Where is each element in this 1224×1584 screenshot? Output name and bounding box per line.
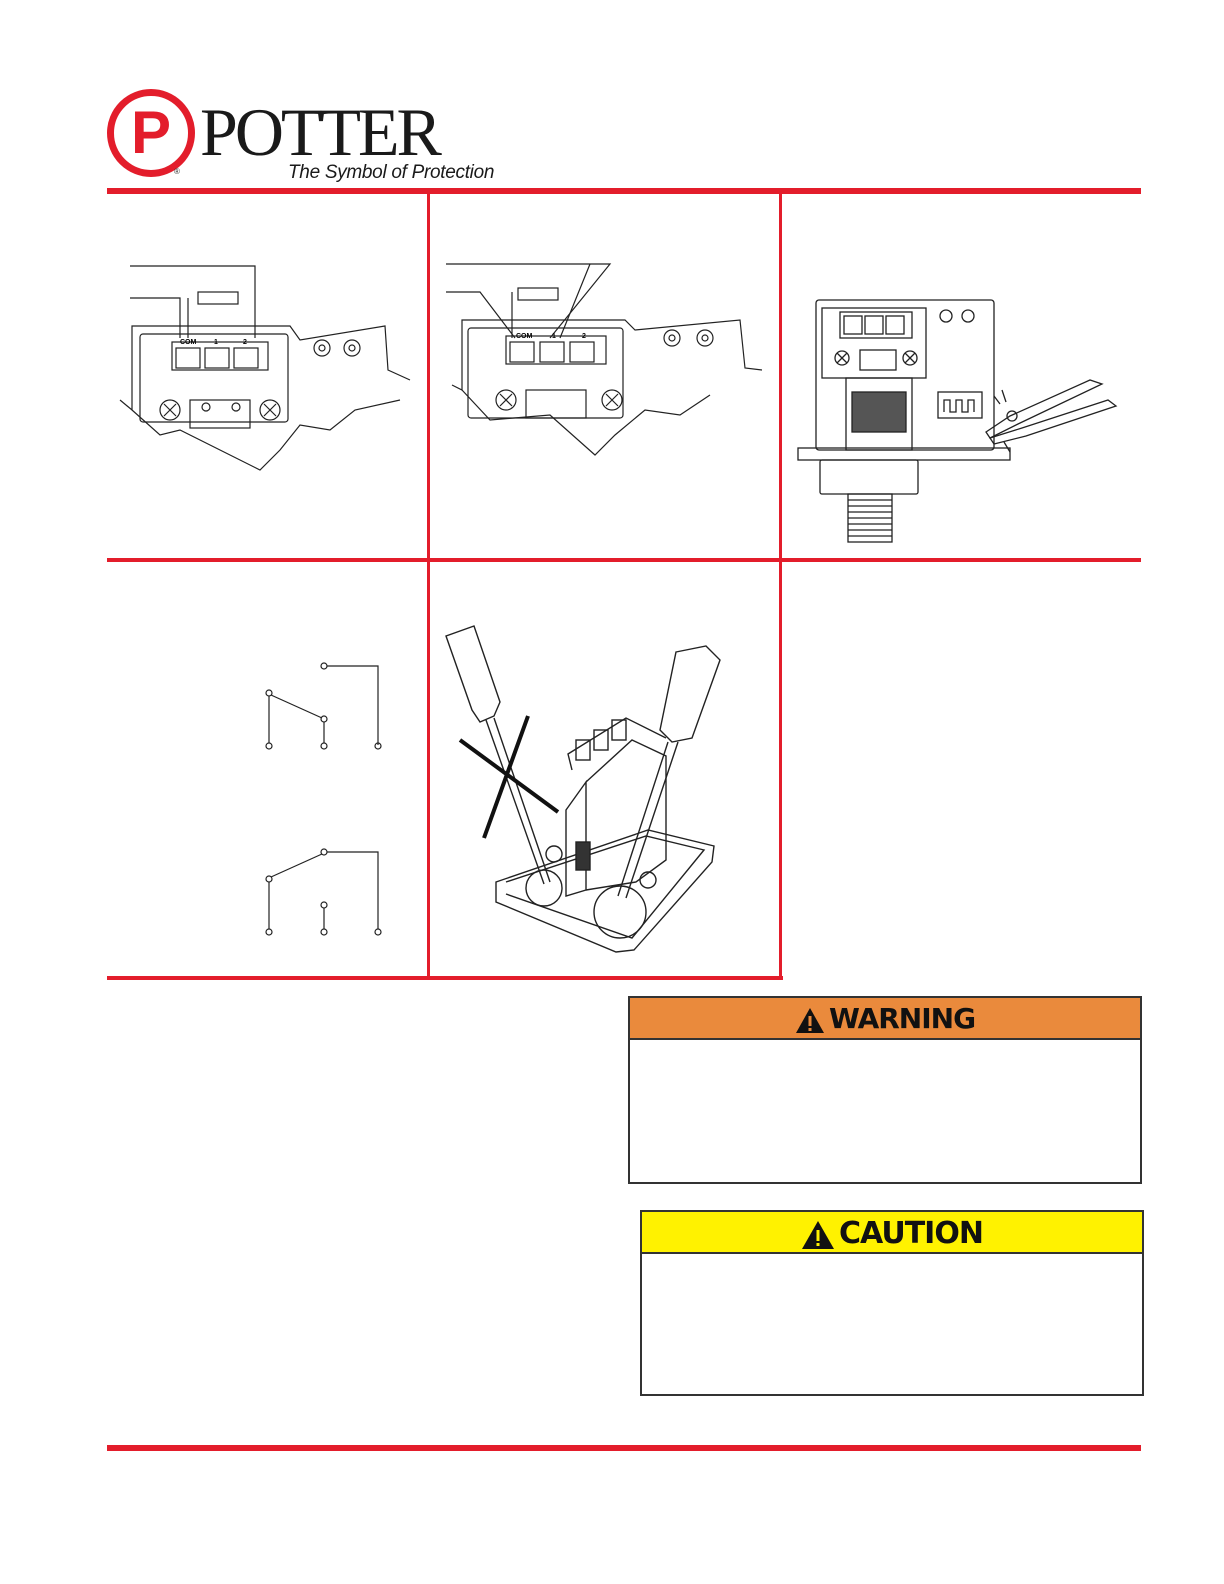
warning-header	[630, 998, 1140, 1040]
terminal-com-label: COM	[180, 339, 197, 346]
terminal-wiring-figure-1	[110, 250, 420, 490]
grid-bottom-rule	[107, 976, 783, 980]
contact-schematic-figure	[250, 655, 400, 945]
warning-title: WARNING	[828, 1002, 976, 1035]
registered-mark: ®	[174, 167, 180, 176]
caution-box	[640, 1210, 1144, 1396]
grid-divider-left	[427, 194, 430, 978]
terminal-wiring-figure-2	[440, 250, 770, 490]
terminal-2-label: 2	[582, 333, 586, 340]
brand-name: POTTER	[200, 94, 439, 170]
screwdriver-installation-figure	[436, 620, 776, 960]
brand-tagline: The Symbol of Protection	[288, 162, 495, 183]
caution-header	[642, 1212, 1142, 1254]
terminal-2-label: 2	[243, 339, 247, 346]
logo-letter: P	[130, 99, 172, 166]
caution-title: CAUTION	[839, 1216, 983, 1251]
grid-row-rule	[107, 558, 1141, 562]
header-rule	[107, 188, 1141, 194]
pressure-switch-pliers-figure	[790, 292, 1130, 552]
warning-triangle-icon	[795, 1007, 825, 1034]
terminal-com-label: COM	[516, 333, 533, 340]
warning-box	[628, 996, 1142, 1184]
grid-divider-right	[779, 194, 782, 978]
footer-rule	[107, 1445, 1141, 1451]
caution-triangle-icon	[801, 1220, 835, 1250]
terminal-1-label: 1	[214, 339, 218, 346]
terminal-1-label: 1	[552, 333, 556, 340]
